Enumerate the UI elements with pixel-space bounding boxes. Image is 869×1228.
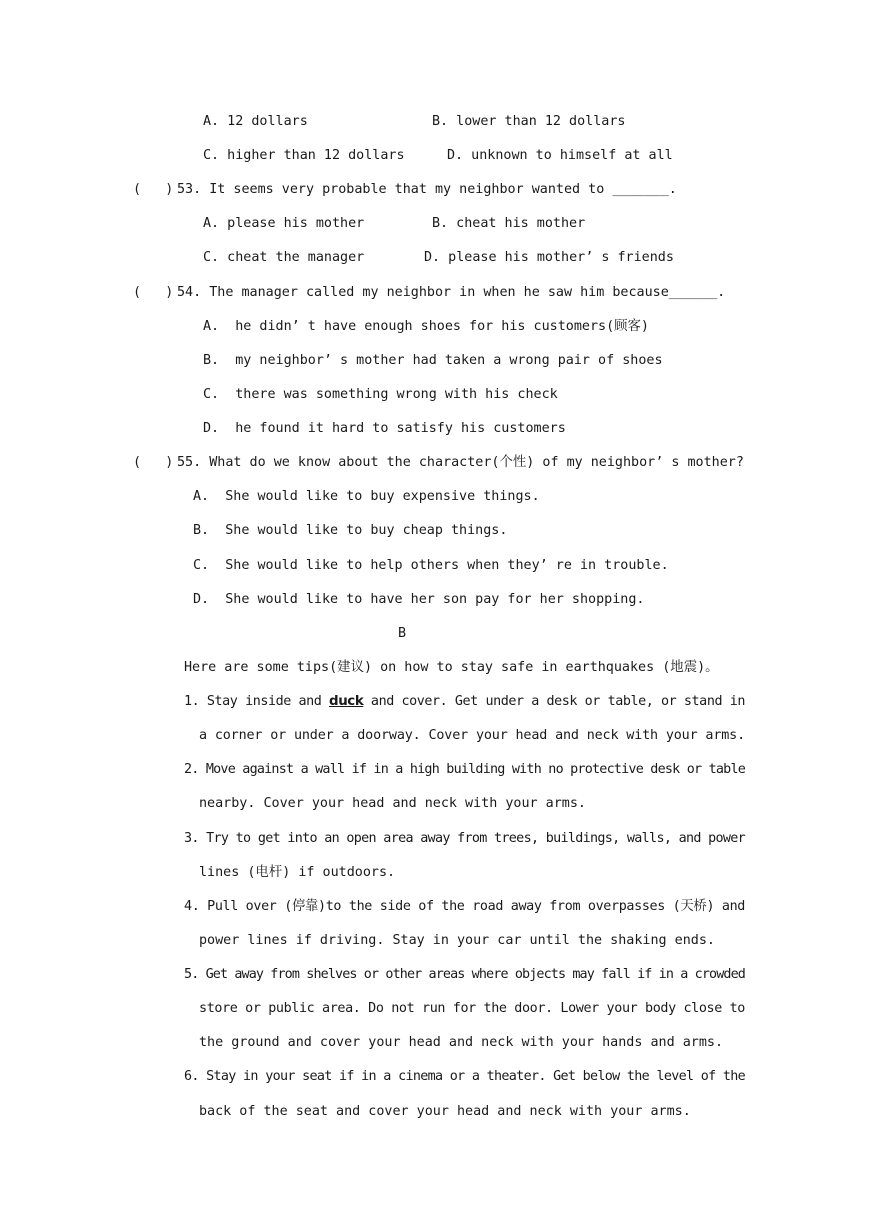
q53-option-d: D. please his mother’ s friends xyxy=(424,250,674,265)
tip-1-keyword-duck: duck xyxy=(329,694,364,709)
q54-option-a: A. he didn’ t have enough shoes for his customers(顾客) xyxy=(203,319,649,334)
tip-6-line-2: back of the seat and cover your head and neck with your arms. xyxy=(199,1104,691,1119)
tip-1-suffix: and cover. Get under a desk or table, or stand in xyxy=(363,694,745,709)
q54-option-c: C. there was something wrong with his check xyxy=(203,387,558,402)
tip-4-line-1: 4. Pull over (停靠)to the side of the road away from overpasses (天桥) and xyxy=(184,899,746,914)
q52-option-c: C. higher than 12 dollars xyxy=(203,148,405,163)
section-intro: Here are some tips(建议) on how to stay safe in earthquakes (地震)。 xyxy=(184,660,719,675)
tip-5-line-2: store or public area. Do not run for the door. Lower your body close to xyxy=(199,1001,745,1016)
q53-answer-bracket: ( ) xyxy=(133,182,174,197)
q54-answer-bracket: ( ) xyxy=(133,285,174,300)
tip-2-line-2: nearby. Cover your head and neck with your arms. xyxy=(199,796,586,811)
q52-option-d: D. unknown to himself at all xyxy=(447,148,673,163)
tip-5-line-3: the ground and cover your head and neck with your hands and arms. xyxy=(199,1035,724,1050)
q55-stem: 55. What do we know about the character(个性) of my neighbor’ s mother? xyxy=(177,455,744,470)
q54-option-d: D. he found it hard to satisfy his customers xyxy=(203,421,566,436)
tip-1-prefix: 1. Stay inside and xyxy=(184,694,330,709)
tip-5-line-1: 5. Get away from shelves or other areas where objects may fall if in a crowded xyxy=(184,967,745,982)
tip-3-line-1: 3. Try to get into an open area away from trees, buildings, walls, and power xyxy=(184,831,746,846)
q55-option-d: D. She would like to have her son pay for her shopping. xyxy=(193,592,645,607)
q54-stem: 54. The manager called my neighbor in when he saw him because______. xyxy=(177,285,726,300)
q55-option-b: B. She would like to buy cheap things. xyxy=(193,523,508,538)
q55-option-c: C. She would like to help others when they’ re in trouble. xyxy=(193,558,669,573)
q53-stem: 53. It seems very probable that my neighbor wanted to _______. xyxy=(177,182,677,197)
q52-option-b: B. lower than 12 dollars xyxy=(432,114,626,129)
tip-6-line-1: 6. Stay in your seat if in a cinema or a theater. Get below the level of the xyxy=(184,1069,746,1084)
tip-4-line-2: power lines if driving. Stay in your car until the shaking ends. xyxy=(199,933,715,948)
q52-option-a: A. 12 dollars xyxy=(203,114,308,129)
q55-option-a: A. She would like to buy expensive things. xyxy=(193,489,540,504)
q54-option-b: B. my neighbor’ s mother had taken a wrong pair of shoes xyxy=(203,353,663,368)
tip-1-line-2: a corner or under a doorway. Cover your head and neck with your arms. xyxy=(199,728,745,743)
q53-option-c: C. cheat the manager xyxy=(203,250,365,265)
tip-2-line-1: 2. Move against a wall if in a high building with no protective desk or table xyxy=(184,762,746,777)
q53-option-b: B. cheat his mother xyxy=(432,216,586,231)
tip-3-line-2: lines (电杆) if outdoors. xyxy=(199,865,396,880)
tip-1-line-1 xyxy=(184,692,745,712)
q55-answer-bracket: ( ) xyxy=(133,455,174,470)
section-heading: B xyxy=(398,626,407,641)
q53-option-a: A. please his mother xyxy=(203,216,365,231)
